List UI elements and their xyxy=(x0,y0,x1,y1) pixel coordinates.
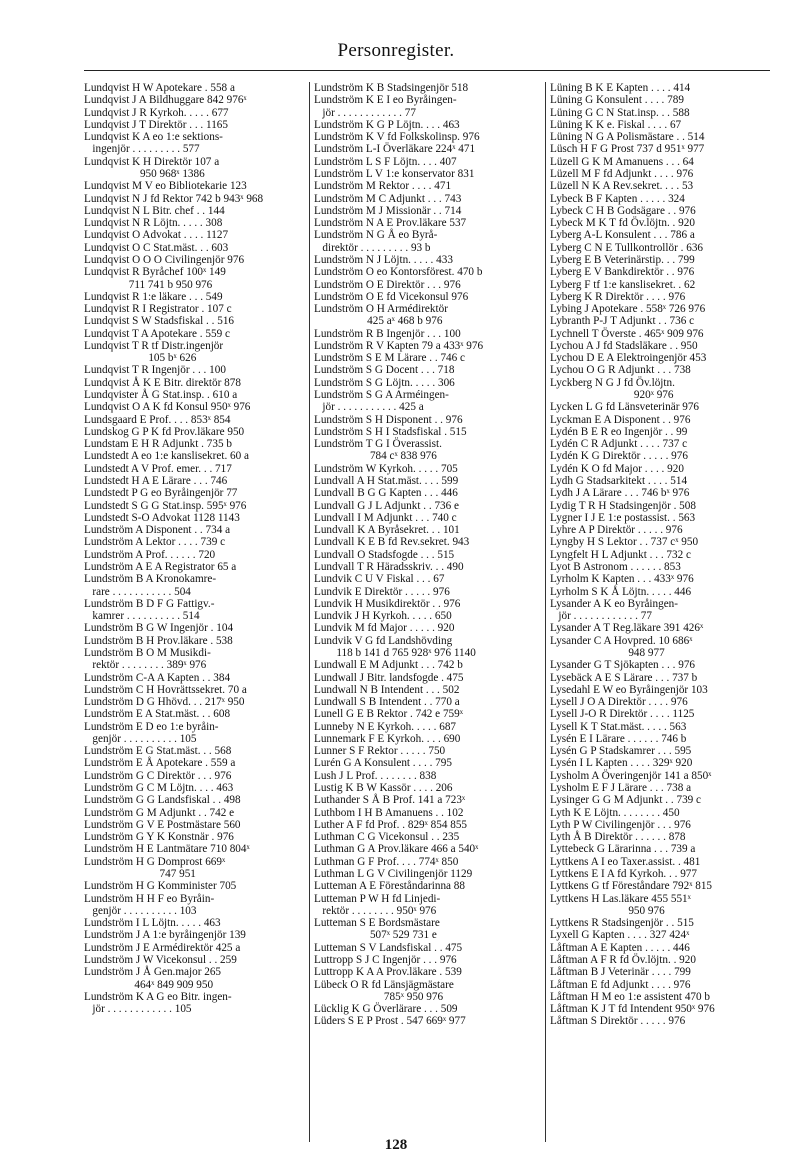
register-entry: Lydén C R Adjunkt . . . . 737 c xyxy=(550,438,688,451)
register-entry: Lyberg C N E Tullkontrollör . 636 xyxy=(550,241,704,254)
register-entry: Lundström J Å Gen.major 265 xyxy=(84,966,222,979)
register-column-middle xyxy=(314,82,543,1028)
register-entry: Lunner S F Rektor . . . . . 750 xyxy=(314,745,446,758)
register-entry: Lundström K E I eo Byråingen- xyxy=(314,94,457,107)
register-entry: Lyckberg N G J fd Öv.löjtn. xyxy=(550,376,675,389)
register-entry: ingenjör . . . . . . . . . 577 xyxy=(84,143,200,156)
register-entry: Lundström N J Löjtn. . . . . 433 xyxy=(314,253,453,266)
register-entry: Lyxell G Kapten . . . . 327 424ˣ xyxy=(550,929,690,942)
register-entry: Lundvall T R Häradsskriv. . . 490 xyxy=(314,560,464,573)
register-entry: Lundvik C U V Fiskal . . . 67 xyxy=(314,573,445,586)
register-entry: Lyberg E B Veterinärstip. . . 799 xyxy=(550,253,695,266)
register-entry: Lysander G T Sjökapten . . . 976 xyxy=(550,659,696,672)
register-entry: Lundström A E A Registrator 65 a xyxy=(84,560,237,573)
register-entry: rektör . . . . . . . . 389ˣ 976 xyxy=(84,659,207,672)
register-entry: Lundström K V fd Folkskolinsp. 976 xyxy=(314,131,480,144)
register-entry: Lundström N G Å eo Byrå- xyxy=(314,229,438,242)
register-entry: 747 951 xyxy=(84,868,196,880)
register-entry: Lundström G Y K Konstnär . 976 xyxy=(84,831,234,844)
register-entry: Lundström M J Missionär . . 714 xyxy=(314,204,462,217)
register-entry: jör . . . . . . . . . . . 425 a xyxy=(314,401,424,414)
register-entry: Lyberg F tf 1:e kanslisekret. . 62 xyxy=(550,278,696,291)
register-entry: Lübeck O R fd Länsjägmästare xyxy=(314,978,454,991)
register-entry: Lundström J A 1:e byråingenjör 139 xyxy=(84,929,246,942)
register-entry: Lundström L S F Löjtn. . . . 407 xyxy=(314,155,457,168)
register-entry: Lüders S E P Prost . 547 669ˣ 977 xyxy=(314,1015,466,1028)
register-entry: Lundström I L Löjtn. . . . . 463 xyxy=(84,917,221,930)
register-entry: Lundström W Kyrkoh. . . . . 705 xyxy=(314,462,458,475)
register-entry: Låftman A E Kapten . . . . . 446 xyxy=(550,941,690,954)
register-entry: Lundström N A E Prov.läkare 537 xyxy=(314,217,467,230)
register-entry: Lüzell N K A Rev.sekret. . . . 53 xyxy=(550,180,694,193)
register-entry: Lundström M C Adjunkt . . . 743 xyxy=(314,192,462,205)
register-entry: Lutteman S E Bordsmästare xyxy=(314,917,440,930)
register-entry: Lysholm A Överingenjör 141 a 850ˣ xyxy=(550,769,712,782)
register-entry: Lundström R V Kapten 79 a 433ˣ 976 xyxy=(314,339,484,352)
register-entry: Lücklig K G Överlärare . . . 509 xyxy=(314,1003,458,1016)
register-entry: Lundström L V 1:e konservator 831 xyxy=(314,167,475,180)
register-entry: Lyttebeck G Lärarinna . . . 739 a xyxy=(550,843,696,856)
register-entry: Lundskog G P K fd Prov.läkare 950 xyxy=(84,425,245,438)
register-entry: Lüzell G K M Amanuens . . . 64 xyxy=(550,155,694,168)
register-entry: 948 977 xyxy=(550,646,665,659)
register-entry: Låftman E fd Adjunkt . . . . 976 xyxy=(550,978,691,991)
register-entry: Lundström C H Hovrättssekret. 70 a xyxy=(84,683,247,696)
register-entry: 711 741 b 950 976 xyxy=(84,278,213,291)
register-entry: Lundqvist R 1:e läkare . . . 549 xyxy=(84,290,223,303)
register-entry: 784 cˣ 838 976 xyxy=(314,450,437,463)
register-entry: Lundström L-I Överläkare 224ˣ 471 xyxy=(314,143,476,156)
register-entry: 785ˣ 950 976 xyxy=(314,990,444,1003)
register-entry: Luttropp S J C Ingenjör . . . 976 xyxy=(314,953,457,966)
register-entry: Lundqvist T A Apotekare . 559 c xyxy=(84,327,230,340)
register-entry: Lybeck M K T fd Öv.löjtn. . 920 xyxy=(550,217,695,230)
register-entry: Lundstedt A eo 1:e kanslisekret. 60 a xyxy=(84,450,249,463)
register-entry: Lurén G A Konsulent . . . . 795 xyxy=(314,757,452,770)
register-entry: Lychou A J fd Stadsläkare . . 950 xyxy=(550,339,698,352)
register-entry: Luthman L G V Civilingenjör 1129 xyxy=(314,868,473,880)
register-entry: Lundström O E fd Vicekonsul 976 xyxy=(314,290,469,303)
register-entry: Lundström H H F eo Byråin- xyxy=(84,892,215,905)
register-entry: Lyttkens E I A fd Kyrkoh. . . 977 xyxy=(550,868,697,880)
register-entry: Lundström H G Komminister 705 xyxy=(84,880,237,893)
register-entry: Lundstedt A V Prof. emer. . . 717 xyxy=(84,462,232,475)
register-entry: Luthander S Å B Prof. 141 a 723ˣ xyxy=(314,794,466,807)
register-entry: genjör . . . . . . . . . . 105 xyxy=(84,732,197,745)
register-entry: Lysander C A Hovpred. 10 686ˣ xyxy=(550,634,693,647)
page-number: 128 xyxy=(384,1137,408,1153)
register-entry: Lundström G C M Löjtn. . . . 463 xyxy=(84,782,234,795)
register-entry: Lysell J O A Direktör . . . . 976 xyxy=(550,696,688,709)
register-entry: Lyngby H S Lektor . . 737 cˣ 950 xyxy=(550,536,699,549)
register-entry: Lunell G E B Rektor . 742 e 759ˣ xyxy=(314,708,463,721)
register-entry: Lybranth P-J T Adjunkt . . 736 c xyxy=(550,315,695,328)
register-entry: Lyttkens R Stadsingenjör . . 515 xyxy=(550,917,694,930)
register-entry: Lunneby N E Kyrkoh. . . . . 687 xyxy=(314,720,457,733)
register-entry: Lundqvist N J fd Rektor 742 b 943ˣ 968 xyxy=(84,192,264,205)
register-entry: 118 b 141 d 765 928ˣ 976 1140 xyxy=(314,646,476,659)
register-entry: Lydén K G Direktör . . . . . 976 xyxy=(550,450,688,463)
register-entry: 950 968ˣ 1386 xyxy=(84,167,205,180)
register-entry: Lundqvist T R Ingenjör . . . 100 xyxy=(84,364,226,377)
register-entry: Lundqvist R Byråchef 100ˣ 149 xyxy=(84,266,226,279)
register-entry: jör . . . . . . . . . . . . 77 xyxy=(550,610,652,623)
register-entry: Lysén E I Lärare . . . . . . 746 b xyxy=(550,732,687,745)
register-entry: Lunnemark F E Kyrkoh. . . . 690 xyxy=(314,732,461,745)
register-entry: Lygner I J E 1:e postassist. . 563 xyxy=(550,511,696,524)
register-entry: Luther A F fd Prof. . 829ˣ 854 855 xyxy=(314,818,468,831)
register-entry: Lundvall A H Stat.mäst. . . . 599 xyxy=(314,475,459,487)
register-entry: Lundvall B G G Kapten . . . 446 xyxy=(314,487,458,500)
register-entry: Lundström R B Ingenjör . . . 100 xyxy=(314,327,461,340)
register-entry: jör . . . . . . . . . . . . 105 xyxy=(84,1003,192,1016)
register-entry: Lyttkens A I eo Taxer.assist. . 481 xyxy=(550,855,701,868)
register-entry: Lundström G V E Postmästare 560 xyxy=(84,818,241,831)
register-entry: Lundström E A Stat.mäst. . . 608 xyxy=(84,708,231,721)
register-entry: rare . . . . . . . . . . . 504 xyxy=(84,585,191,598)
register-entry: Lüning G Konsulent . . . . 789 xyxy=(550,94,684,107)
register-entry: Luthman G F Prof. . . . 774ˣ 850 xyxy=(314,855,459,868)
register-entry: Lyth K E Löjtn. . . . . . . . 450 xyxy=(550,806,680,819)
register-entry: Lyttkens H Las.läkare 455 551ˣ xyxy=(550,892,691,905)
register-entry: Lundström M Rektor . . . . 471 xyxy=(314,180,452,193)
register-entry: Luthbom I H B Amanuens . . 102 xyxy=(314,806,464,819)
register-entry: Lyhre A P Direktör . . . . . 976 xyxy=(550,524,683,537)
register-entry: Lysholm E F J Lärare . . . 738 a xyxy=(550,782,692,795)
register-entry: Lüning G C N Stat.insp. . . 588 xyxy=(550,106,690,119)
register-entry: Lyot B Astronom . . . . . . 853 xyxy=(550,560,681,573)
register-entry: Lundström D G Hhövd. . . 217ˣ 950 xyxy=(84,696,245,709)
register-entry: Lundqvist O C Stat.mäst. . . 603 xyxy=(84,241,229,254)
register-entry: Lundström O H Armédirektör xyxy=(314,303,448,316)
register-entry: Lundvall I M Adjunkt . . . 740 c xyxy=(314,511,457,524)
register-entry: Lundström B H Prov.läkare . 538 xyxy=(84,634,233,647)
register-entry: Lundström C-A A Kapten . . 384 xyxy=(84,671,231,684)
register-entry: Lundvik H Musikdirektör . . 976 xyxy=(314,597,461,610)
register-entry: Lyngfelt H L Adjunkt . . . 732 c xyxy=(550,548,691,561)
register-entry: Lysedahl E W eo Byråingenjör 103 xyxy=(550,683,708,696)
register-entry: Lundström E D eo 1:e byråin- xyxy=(84,720,219,733)
register-entry: Lundvall G J L Adjunkt . . 736 e xyxy=(314,499,460,512)
register-entry: Lundström E Å Apotekare . 559 a xyxy=(84,757,236,770)
register-entry: Lundström B A Kronokamre- xyxy=(84,573,217,586)
register-entry: Lundström S H I Stadsfiskal . 515 xyxy=(314,425,467,438)
register-entry: Låftman B J Veterinär . . . . 799 xyxy=(550,966,691,979)
register-entry: Lundström G G Landsfiskal . . 498 xyxy=(84,794,241,807)
register-entry: Lysander A K eo Byråingen- xyxy=(550,597,679,610)
register-entry: direktör . . . . . . . . . 93 b xyxy=(314,241,431,254)
register-entry: Lundqvist O A K fd Konsul 950ˣ 976 xyxy=(84,401,251,414)
register-entry: Lundström A Prof. . . . . . 720 xyxy=(84,548,216,561)
register-entry: Lundqvist T R tf Distr.ingenjör xyxy=(84,339,224,352)
register-entry: Lüsch H F G Prost 737 d 951ˣ 977 xyxy=(550,143,705,156)
register-entry: Lyberg K R Direktör . . . . 976 xyxy=(550,290,686,303)
register-entry: Lyttkens G tf Föreståndare 792ˣ 815 xyxy=(550,880,713,893)
register-entry: Lysebäck A E S Lärare . . . 737 b xyxy=(550,671,698,684)
register-entry: Lutteman S V Landsfiskal . . 475 xyxy=(314,941,463,954)
register-entry: Lysén I L Kapten . . . . 329ˣ 920 xyxy=(550,757,693,770)
register-entry: Lundvall K A Byråsekret. . . 101 xyxy=(314,524,460,537)
register-entry: Lundqvist S W Stadsfiskal . . 516 xyxy=(84,315,235,328)
register-entry: Lydén B E R eo Ingenjör . . 99 xyxy=(550,425,688,438)
register-entry: Lundqvist N L Bitr. chef . . 144 xyxy=(84,204,225,217)
register-entry: Lundström B D F G Fattigv.- xyxy=(84,597,215,610)
register-entry: Lundqvist O Advokat . . . . 1127 xyxy=(84,229,229,242)
register-entry: Lundwall S B Intendent . . 770 a xyxy=(314,696,460,709)
register-entry: Lundström B G W Ingenjör . 104 xyxy=(84,622,234,635)
register-entry: Lydh G Stadsarkitekt . . . . 514 xyxy=(550,475,688,487)
register-entry: Lybeck B F Kapten . . . . . 324 xyxy=(550,192,685,205)
register-entry: Lychnell T Överste . 465ˣ 909 976 xyxy=(550,327,704,340)
register-entry: Lyckman E A Disponent . . 976 xyxy=(550,413,691,426)
register-entry: Lundqvist J R Kyrkoh. . . . . 677 xyxy=(84,106,229,119)
register-entry: 920ˣ 976 xyxy=(550,389,674,402)
header-rule xyxy=(84,70,770,71)
register-entry: 105 bˣ 626 xyxy=(84,352,197,365)
register-entry: Lundström S G Docent . . . 718 xyxy=(314,364,455,377)
column-divider xyxy=(545,82,546,1142)
register-entry: Lundvik J H Kyrkoh. . . . . 650 xyxy=(314,610,452,623)
register-entry: Luthman C G Vicekonsul . . 235 xyxy=(314,831,460,844)
register-entry: Lundstedt H A E Lärare . . . 746 xyxy=(84,475,228,487)
register-column-left xyxy=(84,82,308,1015)
register-entry: Lundqvist J T Direktör . . . 1165 xyxy=(84,118,228,131)
register-entry: Lysén G P Stadskamrer . . . 595 xyxy=(550,745,692,758)
register-entry: Lundström B O M Musikdi- xyxy=(84,646,211,659)
register-entry: Lüzell M F fd Adjunkt . . . . 976 xyxy=(550,167,694,180)
register-entry: Lundqvist R I Registrator . 107 c xyxy=(84,303,232,316)
column-divider xyxy=(309,82,310,1142)
register-entry: Lychou D E A Elektroingenjör 453 xyxy=(550,352,707,365)
register-entry: rektör . . . . . . . . 950ˣ 976 xyxy=(314,904,437,917)
register-entry: Låftman K J T fd Intendent 950ˣ 976 xyxy=(550,1003,715,1016)
register-entry: Lundstedt P G eo Byråingenjör 77 xyxy=(84,487,238,500)
register-entry: genjör . . . . . . . . . . 103 xyxy=(84,904,197,917)
register-entry: Lydén K O fd Major . . . . 920 xyxy=(550,462,684,475)
register-entry: Lush J L Prof. . . . . . . . 838 xyxy=(314,769,437,782)
register-entry: Lydig T R H Stadsingenjör . 508 xyxy=(550,499,696,512)
register-entry: Lundström K B Stadsingenjör 518 xyxy=(314,82,469,94)
register-entry: Lundqvist N R Löjtn. . . . . 308 xyxy=(84,217,223,230)
register-entry: Lundqvist M V eo Bibliotekarie 123 xyxy=(84,180,247,193)
register-entry: Lundvall K E B fd Rev.sekret. 943 xyxy=(314,536,470,549)
register-entry: Lüning N G A Polismästare . . 514 xyxy=(550,131,705,144)
register-entry: Lustig K B W Kassör . . . . 206 xyxy=(314,782,453,795)
register-entry: Lundström G C Direktör . . . 976 xyxy=(84,769,232,782)
register-entry: Lundstedt S-O Advokat 1128 1143 xyxy=(84,511,240,524)
register-entry: 507ˣ 529 731 e xyxy=(314,929,437,942)
register-entry: 464ˣ 849 909 950 xyxy=(84,978,214,991)
register-entry: Luttropp K A A Prov.läkare . 539 xyxy=(314,966,462,979)
register-entry: Lyth P W Civilingenjör . . . 976 xyxy=(550,818,691,831)
register-entry: 950 976 xyxy=(550,904,665,917)
register-entry: Lysander A T Reg.läkare 391 426ˣ xyxy=(550,622,704,635)
register-entry: Lyrholm S K Å Löjtn. . . . . 446 xyxy=(550,585,692,598)
register-entry: Lundwall J Bitr. landsfogde . 475 xyxy=(314,671,464,684)
register-entry: Lundqvister Å G Stat.insp. . 610 a xyxy=(84,389,238,402)
register-entry: Luthman G A Prov.läkare 466 a 540ˣ xyxy=(314,843,479,856)
register-entry: Lybing J Apotekare . 558ˣ 726 976 xyxy=(550,303,706,316)
register-entry: 425 aˣ 468 b 976 xyxy=(314,315,443,328)
register-entry: Lundqvist J A Bildhuggare 842 976ˣ xyxy=(84,94,247,107)
register-entry: Lundqvist K H Direktör 107 a xyxy=(84,155,220,168)
register-entry: kamrer . . . . . . . . . . 514 xyxy=(84,610,200,623)
register-entry: Lysinger G G M Adjunkt . . 739 c xyxy=(550,794,702,807)
register-entry: Lundvik V G fd Landshövding xyxy=(314,634,453,647)
register-entry: Lundström S E M Lärare . . 746 c xyxy=(314,352,465,365)
register-entry: Lysell K T Stat.mäst. . . . . 563 xyxy=(550,720,687,733)
register-entry: Lundvik E Direktör . . . . . 976 xyxy=(314,585,450,598)
page-title: Personregister. xyxy=(337,40,455,61)
register-entry: Lundström S H Disponent . . 976 xyxy=(314,413,463,426)
register-entry: Lundström H G Domprost 669ˣ xyxy=(84,855,226,868)
register-entry: Lundstedt S G G Stat.insp. 595ˣ 976 xyxy=(84,499,247,512)
register-column-right xyxy=(550,82,786,1028)
register-entry: Lüning K K e. Fiskal . . . . 67 xyxy=(550,118,682,131)
register-entry: Lysell J-O R Direktör . . . . 1125 xyxy=(550,708,695,721)
register-entry: Lundström O eo Kontorsförest. 470 b xyxy=(314,266,483,279)
register-entry: Lundström K G P Löjtn. . . . 463 xyxy=(314,118,460,131)
register-entry: Lychou O G R Adjunkt . . . 738 xyxy=(550,364,691,377)
register-entry: Låftman H M eo 1:e assistent 470 b xyxy=(550,990,711,1003)
register-entry: Lundwall N B Intendent . . . 502 xyxy=(314,683,460,696)
register-entry: Lundsgaard E Prof. . . . 853ˣ 854 xyxy=(84,413,231,426)
register-entry: Lundstam E H R Adjunkt . 735 b xyxy=(84,438,232,451)
register-entry: Lundström J W Vicekonsul . . 259 xyxy=(84,953,237,966)
register-entry: Lundqvist K A eo 1:e sektions- xyxy=(84,131,223,144)
register-entry: Lundvik M fd Major . . . . . 920 xyxy=(314,622,455,635)
register-entry: jör . . . . . . . . . . . . 77 xyxy=(314,106,416,119)
register-entry: Lundström A Disponent . . 734 a xyxy=(84,524,231,537)
register-entry: Lundström E G Stat.mäst. . . 568 xyxy=(84,745,232,758)
register-entry: Lundqvist O O O Civilingenjör 976 xyxy=(84,253,245,266)
register-entry: Lundström K A G eo Bitr. ingen- xyxy=(84,990,232,1003)
register-entry: Lundström T G I Överassist. xyxy=(314,438,442,451)
register-entry: Lundqvist H W Apotekare . 558 a xyxy=(84,82,235,94)
register-entry: Lundström A Lektor . . . . 739 c xyxy=(84,536,226,549)
register-entry: Lundström J E Armédirektör 425 a xyxy=(84,941,241,954)
register-entry: Lyrholm K Kapten . . . 433ˣ 976 xyxy=(550,573,694,586)
register-entry: Lundwall E M Adjunkt . . . 742 b xyxy=(314,659,463,672)
register-entry: Lycken L G fd Länsveterinär 976 xyxy=(550,401,700,414)
register-entry: Lutteman A E Föreståndarinna 88 xyxy=(314,880,465,893)
register-entry: Lüning B K E Kapten . . . . 414 xyxy=(550,82,691,94)
register-entry: Låftman A F R fd Öv.löjtn. . 920 xyxy=(550,953,696,966)
register-entry: Lyberg E V Bankdirektör . . 976 xyxy=(550,266,695,279)
register-entry: Lundström H E Lantmätare 710 804ˣ xyxy=(84,843,250,856)
register-entry: Lyberg A-L Konsulent . . . 786 a xyxy=(550,229,695,242)
register-entry: Lundqvist Å K E Bitr. direktör 878 xyxy=(84,376,241,389)
register-entry: Låftman S Direktör . . . . . 976 xyxy=(550,1015,686,1028)
register-entry: Lybeck C H B Godsägare . . 976 xyxy=(550,204,696,217)
register-entry: Lundvall O Stadsfogde . . . 515 xyxy=(314,548,455,561)
register-entry: Lundström S G Löjtn. . . . . 306 xyxy=(314,376,455,389)
register-entry: Lyth Å B Direktör . . . . . . 878 xyxy=(550,831,686,844)
register-entry: Lydh J A Lärare . . . 746 bˣ 976 xyxy=(550,487,690,500)
register-entry: Lutteman P W H fd Linjedi- xyxy=(314,892,441,905)
register-entry: Lundström O E Direktör . . . 976 xyxy=(314,278,461,291)
register-entry: Lundström G M Adjunkt . . 742 e xyxy=(84,806,235,819)
register-entry: Lundström S G A Arméingen- xyxy=(314,389,449,402)
